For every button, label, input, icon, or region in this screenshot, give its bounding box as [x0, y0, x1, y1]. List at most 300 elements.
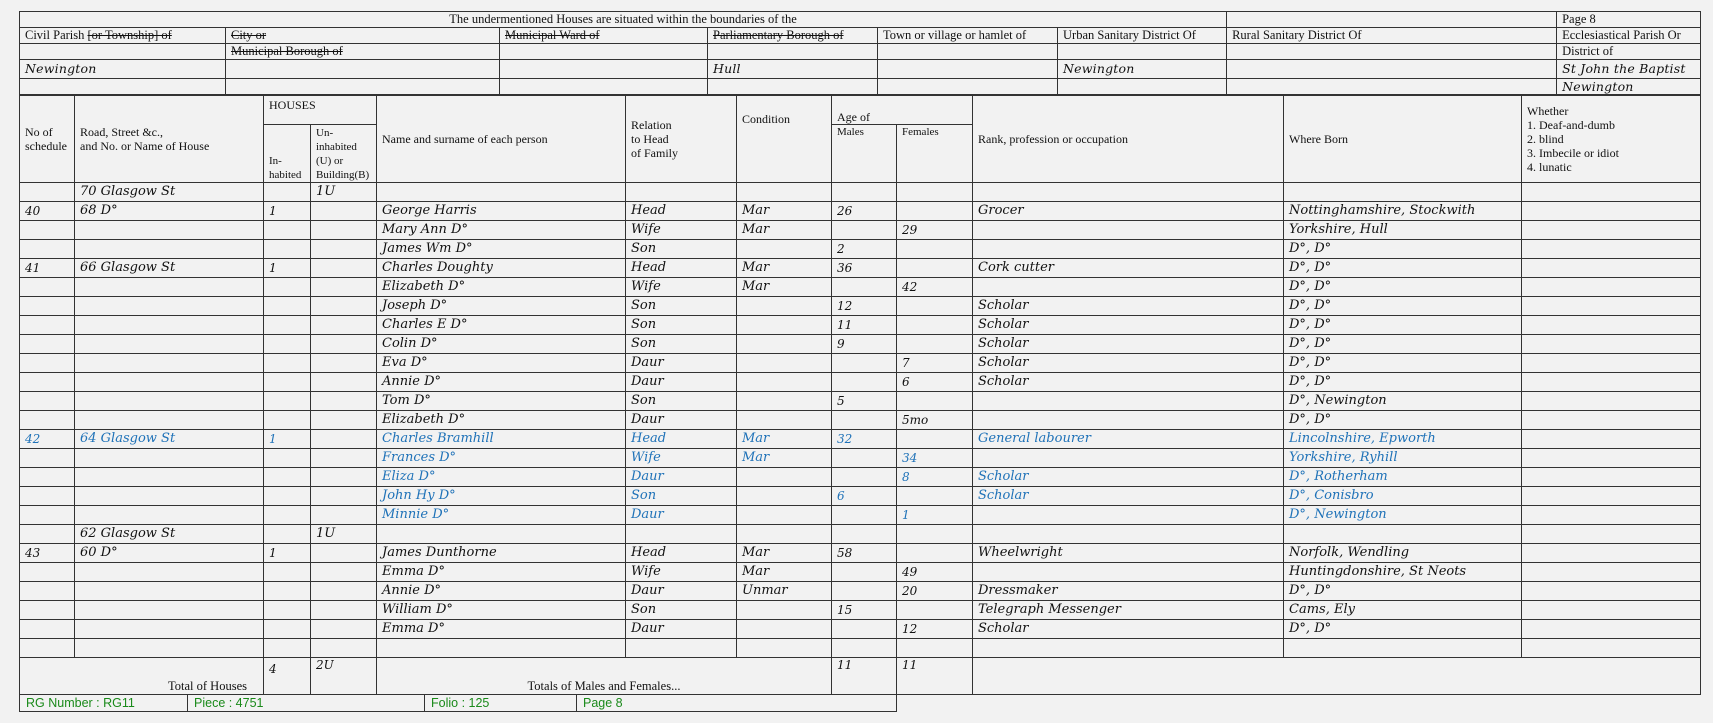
cell-uninhabited [311, 373, 377, 392]
cell-inhabited [264, 582, 311, 601]
cell-schedule [20, 487, 75, 506]
cell-born: D°, Newington [1284, 392, 1522, 411]
cell-born: D°, Conisbro [1284, 487, 1522, 506]
cell-name: Annie D° [377, 373, 626, 392]
cell-occupation [973, 506, 1284, 525]
cell-schedule [20, 183, 75, 202]
whether-header: Whether 1. Deaf-and-dumb 2. blind 3. Imbecile or idiot 4. lunatic [1522, 96, 1701, 183]
cell-condition: Mar [737, 563, 832, 582]
cell-schedule [20, 525, 75, 544]
cell-road [75, 221, 264, 240]
cell-born: Cams, Ely [1284, 601, 1522, 620]
cell-condition: Mar [737, 449, 832, 468]
males-header: Males [832, 125, 897, 183]
cell-male: 36 [832, 259, 897, 278]
cell-name [377, 525, 626, 544]
cell-schedule [20, 278, 75, 297]
cell-road [75, 392, 264, 411]
cell-condition: Mar [737, 430, 832, 449]
table-row [20, 335, 1701, 354]
cell-born: D°, D° [1284, 411, 1522, 430]
cell-name: William D° [377, 601, 626, 620]
cell-whether [1522, 525, 1701, 544]
cell-occupation: Telegraph Messenger [973, 601, 1284, 620]
cell-road: 68 D° [75, 202, 264, 221]
cell-whether [1522, 430, 1701, 449]
table-row [20, 354, 1701, 373]
cell-female: 5mo [897, 411, 973, 430]
cell-schedule: 40 [20, 202, 75, 221]
cell-male [832, 373, 897, 392]
table-row [20, 620, 1701, 639]
cell-name: Emma D° [377, 563, 626, 582]
cell-born: D°, Rotherham [1284, 468, 1522, 487]
cell-born: Norfolk, Wendling [1284, 544, 1522, 563]
cell-uninhabited [311, 601, 377, 620]
cell-inhabited [264, 392, 311, 411]
houses-header: HOUSES [264, 96, 377, 125]
cell-male [832, 506, 897, 525]
cell-occupation [973, 240, 1284, 259]
table-row [20, 506, 1701, 525]
cell-female: 34 [897, 449, 973, 468]
cell-male [832, 582, 897, 601]
cell-male [832, 639, 897, 658]
total-houses-label: Total of Houses [20, 658, 264, 695]
cell-road: 64 Glasgow St [75, 430, 264, 449]
cell-whether [1522, 506, 1701, 525]
cell-schedule [20, 506, 75, 525]
cell-relation: Son [626, 297, 737, 316]
cell-inhabited: 1 [264, 259, 311, 278]
cell-inhabited [264, 563, 311, 582]
census-sheet [19, 11, 1700, 695]
cell-male: 6 [832, 487, 897, 506]
cell-condition: Mar [737, 278, 832, 297]
cell-male [832, 354, 897, 373]
cell-relation: Son [626, 240, 737, 259]
table-row [20, 468, 1701, 487]
cell-condition [737, 183, 832, 202]
cell-schedule [20, 449, 75, 468]
cell-inhabited [264, 183, 311, 202]
cell-occupation: Scholar [973, 316, 1284, 335]
cell-inhabited: 1 [264, 202, 311, 221]
cell-male [832, 563, 897, 582]
cell-schedule [20, 373, 75, 392]
piece-number: Piece : 4751 [188, 695, 425, 711]
total-females: 11 [897, 658, 973, 695]
cell-road [75, 601, 264, 620]
cell-male [832, 411, 897, 430]
civil-parish-value: Newington [20, 60, 226, 79]
cell-uninhabited [311, 392, 377, 411]
cell-schedule [20, 392, 75, 411]
cell-uninhabited [311, 639, 377, 658]
cell-female: 29 [897, 221, 973, 240]
cell-female: 6 [897, 373, 973, 392]
cell-uninhabited [311, 354, 377, 373]
cell-inhabited [264, 506, 311, 525]
schedule-header: No of schedule [20, 96, 75, 183]
cell-condition [737, 525, 832, 544]
cell-inhabited [264, 487, 311, 506]
cell-uninhabited [311, 411, 377, 430]
cell-occupation [973, 639, 1284, 658]
cell-relation: Son [626, 601, 737, 620]
cell-name: Frances D° [377, 449, 626, 468]
table-row [20, 240, 1701, 259]
cell-female: 1 [897, 506, 973, 525]
cell-male: 32 [832, 430, 897, 449]
cell-inhabited [264, 240, 311, 259]
cell-condition [737, 468, 832, 487]
cell-female: 12 [897, 620, 973, 639]
cell-inhabited [264, 278, 311, 297]
situated-heading: The undermentioned Houses are situated within the boundaries of the [20, 12, 1227, 28]
cell-name: James Wm D° [377, 240, 626, 259]
cell-male [832, 468, 897, 487]
born-header: Where Born [1284, 96, 1522, 183]
age-header: Age of [832, 96, 973, 125]
folio-number: Folio : 125 [425, 695, 577, 711]
cell-relation: Daur [626, 354, 737, 373]
census-header-table [19, 11, 1701, 95]
cell-born [1284, 639, 1522, 658]
cell-road [75, 335, 264, 354]
table-row [20, 525, 1701, 544]
cell-name: Annie D° [377, 582, 626, 601]
cell-relation: Head [626, 544, 737, 563]
cell-uninhabited [311, 278, 377, 297]
rg-number: RG Number : RG11 [20, 695, 188, 711]
cell-road [75, 582, 264, 601]
cell-condition: Mar [737, 544, 832, 563]
cell-name: Emma D° [377, 620, 626, 639]
cell-inhabited [264, 373, 311, 392]
cell-female [897, 202, 973, 221]
census-table [19, 95, 1701, 695]
reference-footer [19, 694, 897, 712]
cell-condition [737, 411, 832, 430]
cell-male: 58 [832, 544, 897, 563]
cell-male [832, 620, 897, 639]
district-label: District of [1557, 44, 1701, 60]
cell-road [75, 449, 264, 468]
cell-road [75, 354, 264, 373]
cell-relation: Wife [626, 278, 737, 297]
table-row [20, 259, 1701, 278]
cell-condition [737, 392, 832, 411]
cell-occupation: Cork cutter [973, 259, 1284, 278]
cell-name: Tom D° [377, 392, 626, 411]
cell-road: 60 D° [75, 544, 264, 563]
cell-whether [1522, 183, 1701, 202]
cell-whether [1522, 468, 1701, 487]
eccl-value-1: St John the Baptist [1557, 60, 1701, 79]
cell-uninhabited [311, 563, 377, 582]
cell-uninhabited [311, 297, 377, 316]
cell-born [1284, 183, 1522, 202]
cell-inhabited [264, 297, 311, 316]
cell-road: 70 Glasgow St [75, 183, 264, 202]
cell-schedule [20, 411, 75, 430]
cell-inhabited [264, 335, 311, 354]
total-inhabited: 4 [264, 658, 311, 695]
cell-inhabited [264, 639, 311, 658]
cell-inhabited [264, 468, 311, 487]
cell-whether [1522, 354, 1701, 373]
cell-uninhabited [311, 506, 377, 525]
cell-relation: Head [626, 259, 737, 278]
cell-condition: Mar [737, 259, 832, 278]
cell-male: 26 [832, 202, 897, 221]
cell-condition [737, 639, 832, 658]
cell-condition [737, 316, 832, 335]
cell-uninhabited [311, 240, 377, 259]
cell-uninhabited [311, 430, 377, 449]
cell-road [75, 316, 264, 335]
cell-inhabited [264, 601, 311, 620]
cell-inhabited [264, 525, 311, 544]
cell-relation: Daur [626, 582, 737, 601]
cell-born: D°, D° [1284, 316, 1522, 335]
cell-schedule [20, 221, 75, 240]
table-row [20, 582, 1701, 601]
cell-whether [1522, 335, 1701, 354]
cell-name: Eva D° [377, 354, 626, 373]
cell-whether [1522, 278, 1701, 297]
cell-whether [1522, 582, 1701, 601]
table-row [20, 202, 1701, 221]
table-row [20, 430, 1701, 449]
females-header: Females [897, 125, 973, 183]
total-males: 11 [832, 658, 897, 695]
cell-uninhabited [311, 335, 377, 354]
rank-header: Rank, profession or occupation [973, 96, 1284, 183]
cell-female [897, 430, 973, 449]
cell-uninhabited: 1U [311, 525, 377, 544]
cell-condition: Unmar [737, 582, 832, 601]
cell-condition [737, 373, 832, 392]
cell-born: D°, D° [1284, 259, 1522, 278]
cell-female: 7 [897, 354, 973, 373]
cell-occupation: Scholar [973, 373, 1284, 392]
cell-occupation [973, 392, 1284, 411]
cell-born: Lincolnshire, Epworth [1284, 430, 1522, 449]
cell-schedule [20, 563, 75, 582]
cell-uninhabited [311, 487, 377, 506]
table-row [20, 544, 1701, 563]
cell-born: Yorkshire, Hull [1284, 221, 1522, 240]
cell-name: Joseph D° [377, 297, 626, 316]
relation-header: Relation to Head of Family [626, 96, 737, 183]
cell-road [75, 506, 264, 525]
cell-female [897, 392, 973, 411]
cell-relation: Wife [626, 449, 737, 468]
cell-uninhabited: 1U [311, 183, 377, 202]
cell-born: Yorkshire, Ryhill [1284, 449, 1522, 468]
cell-born: D°, D° [1284, 373, 1522, 392]
census-rows [20, 183, 1701, 658]
cell-name: Charles Doughty [377, 259, 626, 278]
cell-occupation [973, 278, 1284, 297]
cell-uninhabited [311, 202, 377, 221]
cell-whether [1522, 202, 1701, 221]
cell-condition [737, 620, 832, 639]
cell-name: Minnie D° [377, 506, 626, 525]
cell-inhabited [264, 354, 311, 373]
cell-occupation: Grocer [973, 202, 1284, 221]
cell-inhabited [264, 449, 311, 468]
road-header: Road, Street &c., and No. or Name of House [75, 96, 264, 183]
inhabited-header: In- habited [264, 125, 311, 183]
cell-whether [1522, 316, 1701, 335]
cell-born: D°, D° [1284, 582, 1522, 601]
page-heading: Page 8 [1557, 12, 1701, 28]
urban-value: Newington [1058, 60, 1227, 79]
cell-whether [1522, 411, 1701, 430]
cell-schedule [20, 601, 75, 620]
cell-whether [1522, 639, 1701, 658]
cell-born: D°, D° [1284, 278, 1522, 297]
cell-whether [1522, 259, 1701, 278]
cell-uninhabited [311, 221, 377, 240]
cell-relation: Wife [626, 221, 737, 240]
rural-label: Rural Sanitary District Of [1227, 28, 1557, 44]
cell-occupation [973, 449, 1284, 468]
cell-relation [626, 525, 737, 544]
cell-born [1284, 525, 1522, 544]
cell-male [832, 278, 897, 297]
cell-relation: Daur [626, 506, 737, 525]
cell-schedule [20, 240, 75, 259]
cell-male: 9 [832, 335, 897, 354]
parliamentary-label: Parliamentary Borough of [708, 28, 878, 44]
cell-occupation: Scholar [973, 620, 1284, 639]
table-row [20, 183, 1701, 202]
table-row [20, 449, 1701, 468]
cell-female [897, 259, 973, 278]
cell-condition [737, 487, 832, 506]
cell-occupation: Wheelwright [973, 544, 1284, 563]
cell-occupation: Scholar [973, 335, 1284, 354]
table-row [20, 601, 1701, 620]
cell-whether [1522, 221, 1701, 240]
cell-born: D°, D° [1284, 240, 1522, 259]
cell-uninhabited [311, 582, 377, 601]
cell-born: D°, D° [1284, 297, 1522, 316]
cell-name: Elizabeth D° [377, 411, 626, 430]
cell-relation: Daur [626, 620, 737, 639]
cell-relation: Son [626, 335, 737, 354]
cell-male: 15 [832, 601, 897, 620]
table-row [20, 278, 1701, 297]
parliamentary-value: Hull [708, 60, 878, 79]
total-uninhabited: 2U [311, 658, 377, 695]
cell-female: 42 [897, 278, 973, 297]
cell-name: Mary Ann D° [377, 221, 626, 240]
cell-uninhabited [311, 449, 377, 468]
table-row [20, 487, 1701, 506]
cell-condition [737, 506, 832, 525]
cell-whether [1522, 297, 1701, 316]
cell-road [75, 373, 264, 392]
eccl-value-2: Newington [1557, 79, 1701, 95]
municipal-borough-label: Municipal Borough of [226, 44, 500, 60]
cell-occupation [973, 183, 1284, 202]
cell-name: James Dunthorne [377, 544, 626, 563]
name-header: Name and surname of each person [377, 96, 626, 183]
cell-relation [626, 183, 737, 202]
cell-road [75, 468, 264, 487]
cell-occupation [973, 563, 1284, 582]
cell-occupation: Scholar [973, 468, 1284, 487]
cell-occupation: Dressmaker [973, 582, 1284, 601]
town-label: Town or village or hamlet of [878, 28, 1058, 44]
cell-whether [1522, 544, 1701, 563]
cell-name [377, 183, 626, 202]
cell-whether [1522, 563, 1701, 582]
cell-male [832, 183, 897, 202]
cell-occupation [973, 221, 1284, 240]
table-row [20, 639, 1701, 658]
cell-road: 62 Glasgow St [75, 525, 264, 544]
cell-female [897, 335, 973, 354]
cell-schedule [20, 468, 75, 487]
cell-male [832, 221, 897, 240]
cell-relation: Head [626, 202, 737, 221]
cell-uninhabited [311, 316, 377, 335]
cell-uninhabited [311, 468, 377, 487]
cell-condition [737, 240, 832, 259]
cell-relation: Daur [626, 411, 737, 430]
cell-whether [1522, 392, 1701, 411]
cell-road [75, 297, 264, 316]
cell-condition [737, 297, 832, 316]
condition-header: Condition [737, 96, 832, 183]
cell-male [832, 525, 897, 544]
civil-parish-label: Civil Parish [or Township] of [20, 28, 226, 44]
cell-schedule: 41 [20, 259, 75, 278]
cell-born: D°, Newington [1284, 506, 1522, 525]
cell-female [897, 240, 973, 259]
cell-relation: Wife [626, 563, 737, 582]
header-blank [1227, 12, 1557, 28]
cell-uninhabited [311, 620, 377, 639]
cell-condition: Mar [737, 202, 832, 221]
cell-schedule: 42 [20, 430, 75, 449]
cell-road: 66 Glasgow St [75, 259, 264, 278]
cell-occupation: Scholar [973, 487, 1284, 506]
cell-female [897, 183, 973, 202]
cell-occupation [973, 525, 1284, 544]
table-row [20, 221, 1701, 240]
cell-born: D°, D° [1284, 620, 1522, 639]
cell-schedule: 43 [20, 544, 75, 563]
cell-road [75, 411, 264, 430]
cell-female [897, 316, 973, 335]
cell-schedule [20, 297, 75, 316]
ward-label: Municipal Ward of [500, 28, 708, 44]
cell-inhabited [264, 620, 311, 639]
cell-relation: Son [626, 487, 737, 506]
cell-female: 8 [897, 468, 973, 487]
cell-female [897, 601, 973, 620]
cell-schedule [20, 639, 75, 658]
cell-condition [737, 354, 832, 373]
cell-inhabited: 1 [264, 430, 311, 449]
